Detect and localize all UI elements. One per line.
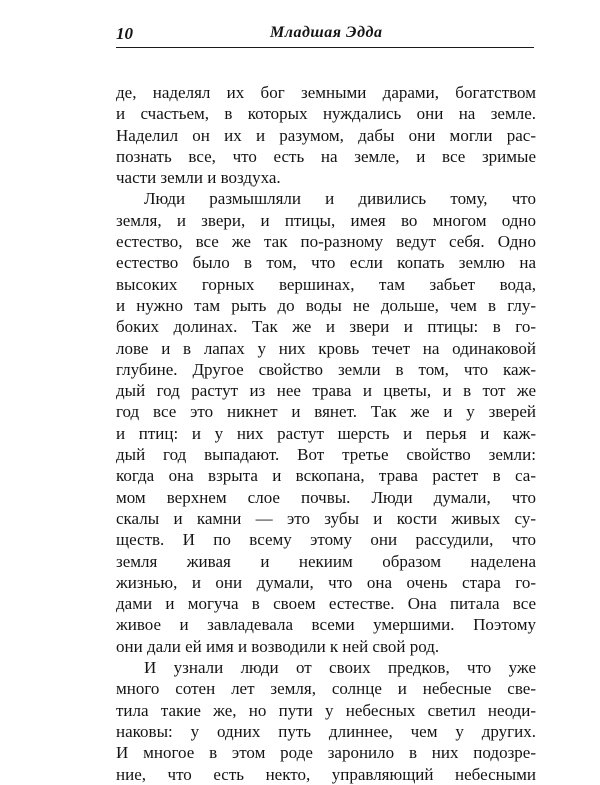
text-line: живое и завладевала всеми умершими. Поэтому [116,615,536,635]
text-line: глубине. Другое свойство земли в том, что каж- [116,359,536,379]
text-line: дый год растут из нее трава и цветы, и в тот же [116,381,536,401]
body-text [116,82,536,785]
text-line: дый год выпадают. Вот третье свойство земли: [116,445,536,465]
paragraph [116,82,536,188]
text-line: и нужно там рыть до воды не дольше, чем в глу- [116,295,536,315]
running-head [116,22,534,48]
text-line: земля, и звери, и птицы, имея во многом одно [116,210,536,230]
text-line: ние, что есть некто, управляющий небесными [116,764,536,784]
text-line: боких долинах. Так же и звери и птицы: в го- [116,317,536,337]
text-line: И узнали люди от своих предков, что уже [144,658,536,678]
text-line: много сотен лет земля, солнце и небесные све- [116,679,536,699]
text-line: наковы: у одних путь длиннее, чем у других. [116,721,536,741]
text-line: Люди размышляли и дивились тому, что [144,189,536,209]
text-line: скалы и камни — это зубы и кости живых су- [116,508,536,528]
text-line: жизнью, и они думали, что она очень стара го- [116,572,536,592]
page-number: 10 [116,24,133,43]
text-line: тила такие же, но пути у небесных светил неоди- [116,700,536,720]
text-line: год все это никнет и вянет. Так же и у зверей [116,402,536,422]
paragraph [116,657,536,785]
text-line: естество было в том, что если копать землю на [116,253,536,273]
paragraph [116,188,536,657]
text-line: и птиц: и у них растут шерсть и перья и каж- [116,423,536,443]
text-line: когда она взрыта и вскопана, трава растет в са- [116,466,536,486]
text-line: естество, все же так по-разному ведут себя. Одно [116,232,536,252]
text-line: дами и могуча в своем естестве. Она питала все [116,594,536,614]
book-title: Младшая Эдда [270,24,383,41]
text-line: лове и в лапах у них кровь течет на одинаковой [116,338,536,358]
text-line: познать все, что есть на земле, и все зримые [116,146,536,166]
text-line: и счастьем, в которых нуждались они на земле. [116,104,536,124]
text-line: ществ. И по всему этому они рассудили, что [116,530,536,550]
text-line: мом верхнем слое почвы. Люди думали, что [116,487,536,507]
text-line: части земли и воздуха. [116,168,281,188]
text-line: де, наделял их бог земными дарами, богатством [116,83,536,102]
text-line: И многое в этом роде заронило в них подозре- [116,743,536,763]
header-rule [116,47,534,48]
text-line: Наделил он их и разумом, дабы они могли рас- [116,125,536,145]
text-line: они дали ей имя и возводили к ней свой род. [116,636,440,656]
text-line: земля живая и некиим образом наделена [116,551,536,571]
text-line: высоких горных вершинах, там забьет вода, [116,274,536,294]
